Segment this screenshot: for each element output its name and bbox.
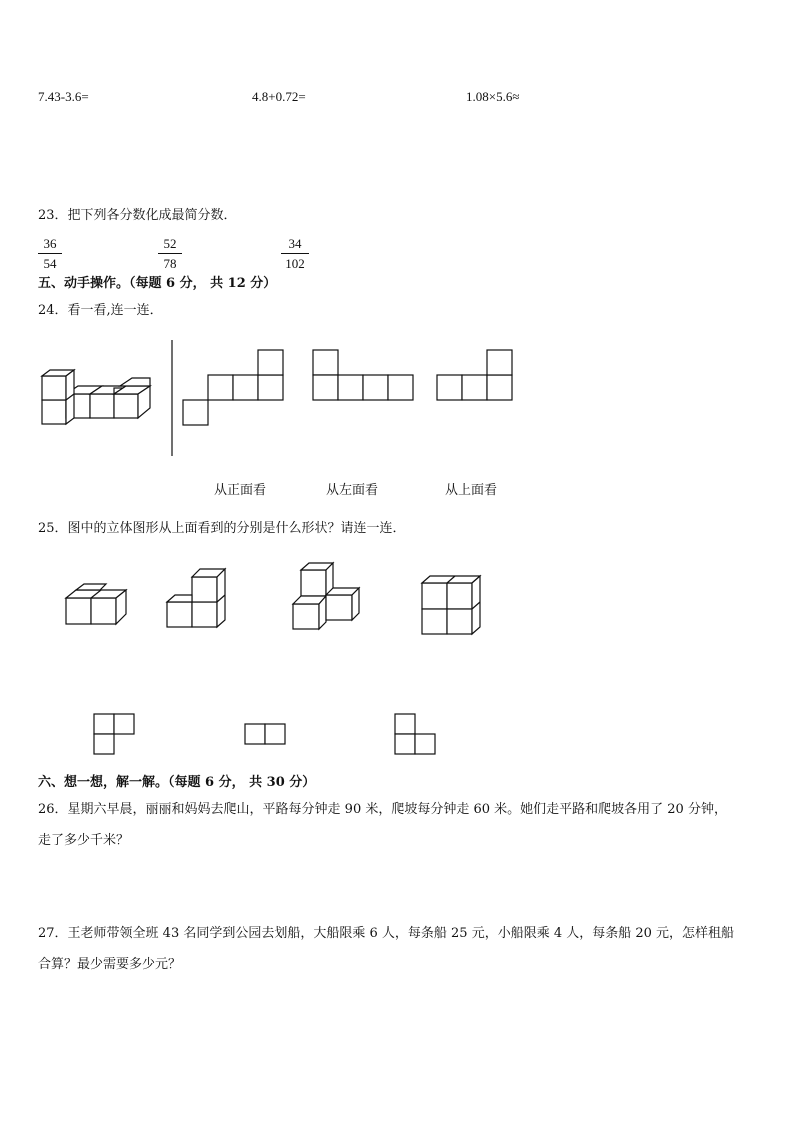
- q25-prompt: 25．图中的立体图形从上面看到的分别是什么形状？请连一连．: [38, 521, 406, 536]
- calc-item-1: 7.43-3.6=: [38, 89, 89, 104]
- fraction-3-numerator: 34: [281, 236, 309, 254]
- q25-solid-4: [422, 576, 480, 634]
- fraction-3-denominator: 102: [285, 256, 305, 271]
- q25-solid-2: [167, 569, 225, 627]
- section-6-heading: 六、想一想，解一解。（每题 6 分， 共 30 分）: [38, 775, 316, 790]
- fraction-1-numerator: 36: [38, 236, 62, 254]
- calc-item-2: 4.8+0.72=: [252, 89, 306, 104]
- q27-line-1: 27．王老师带领全班 43 名同学到公园去划船，大船限乘 6 人，每条船 25 元，小船限乘 4 人，每条船 20 元，怎样租船: [38, 926, 735, 941]
- q26-line-2: 走了多少千米？: [38, 833, 130, 848]
- section-5-heading: 五、动手操作。（每题 6 分， 共 12 分）: [38, 276, 277, 291]
- q25-solid-1: [66, 584, 126, 624]
- q25-top-view-3: [395, 714, 435, 754]
- q24-3d-solid: [42, 340, 172, 456]
- q24-view-shape-2: [313, 350, 413, 400]
- q25-solid-3: [293, 563, 359, 629]
- q26-line-1: 26．星期六早晨，丽丽和妈妈去爬山，平路每分钟走 90 米，爬坡每分钟走 60 米。她们走平路和爬坡各用了 20 分钟，: [38, 802, 727, 817]
- calc-item-3: 1.08×5.6≈: [466, 89, 520, 104]
- q25-top-view-1: [94, 714, 134, 754]
- view-label-front: 从正面看: [214, 483, 267, 498]
- view-label-top: 从上面看: [445, 483, 498, 498]
- q24-view-shape-1: [183, 350, 283, 425]
- q27-line-2: 合算？最少需要多少元？: [38, 957, 182, 972]
- fraction-2-numerator: 52: [158, 236, 182, 254]
- fraction-2-denominator: 78: [163, 256, 177, 271]
- view-label-left: 从左面看: [326, 483, 379, 498]
- fraction-1-denominator: 54: [43, 256, 57, 271]
- q25-top-view-2: [245, 724, 285, 744]
- q24-prompt: 24．看一看,连一连．: [38, 303, 163, 318]
- q23-prompt: 23．把下列各分数化成最简分数．: [38, 208, 237, 223]
- q24-view-shape-3: [437, 350, 512, 400]
